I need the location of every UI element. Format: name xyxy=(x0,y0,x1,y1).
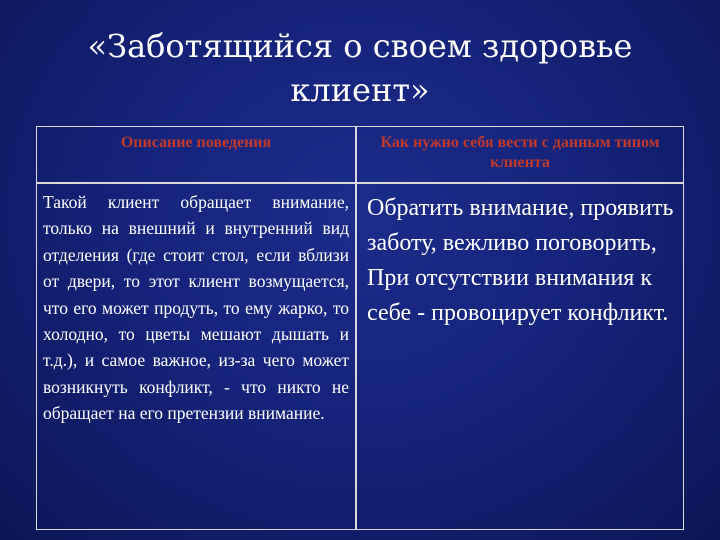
behavior-table xyxy=(36,126,684,530)
title-line-1: «Заботящийся о своем здоровье xyxy=(87,27,633,65)
cell-how-to-behave: Обратить внимание, проявить заботу, вежливо поговорить, При отсутствии внимания к себе - провоцирует конфликт. xyxy=(367,195,674,326)
header-how-to-behave: Как нужно себя вести с данным типом клиента xyxy=(380,134,660,171)
header-divider xyxy=(37,182,683,184)
column-divider xyxy=(355,127,357,529)
header-behavior-description: Описание поведения xyxy=(120,134,272,151)
title-line-2: клиент» xyxy=(290,71,430,109)
slide-title xyxy=(20,24,700,112)
cell-behavior-description: Такой клиент обращает внимание, только на внешний и внутренний вид отделения (где стоит стол, если вблизи от двери, то этот клиент возмущается, что его может продуть, то ему жарко, то холодно, то цветы мешают дышать и т.д.), и самое важное, из-за чего может возникнуть конфликт, - что никто не обращает на его претензии внимание. xyxy=(43,192,349,424)
